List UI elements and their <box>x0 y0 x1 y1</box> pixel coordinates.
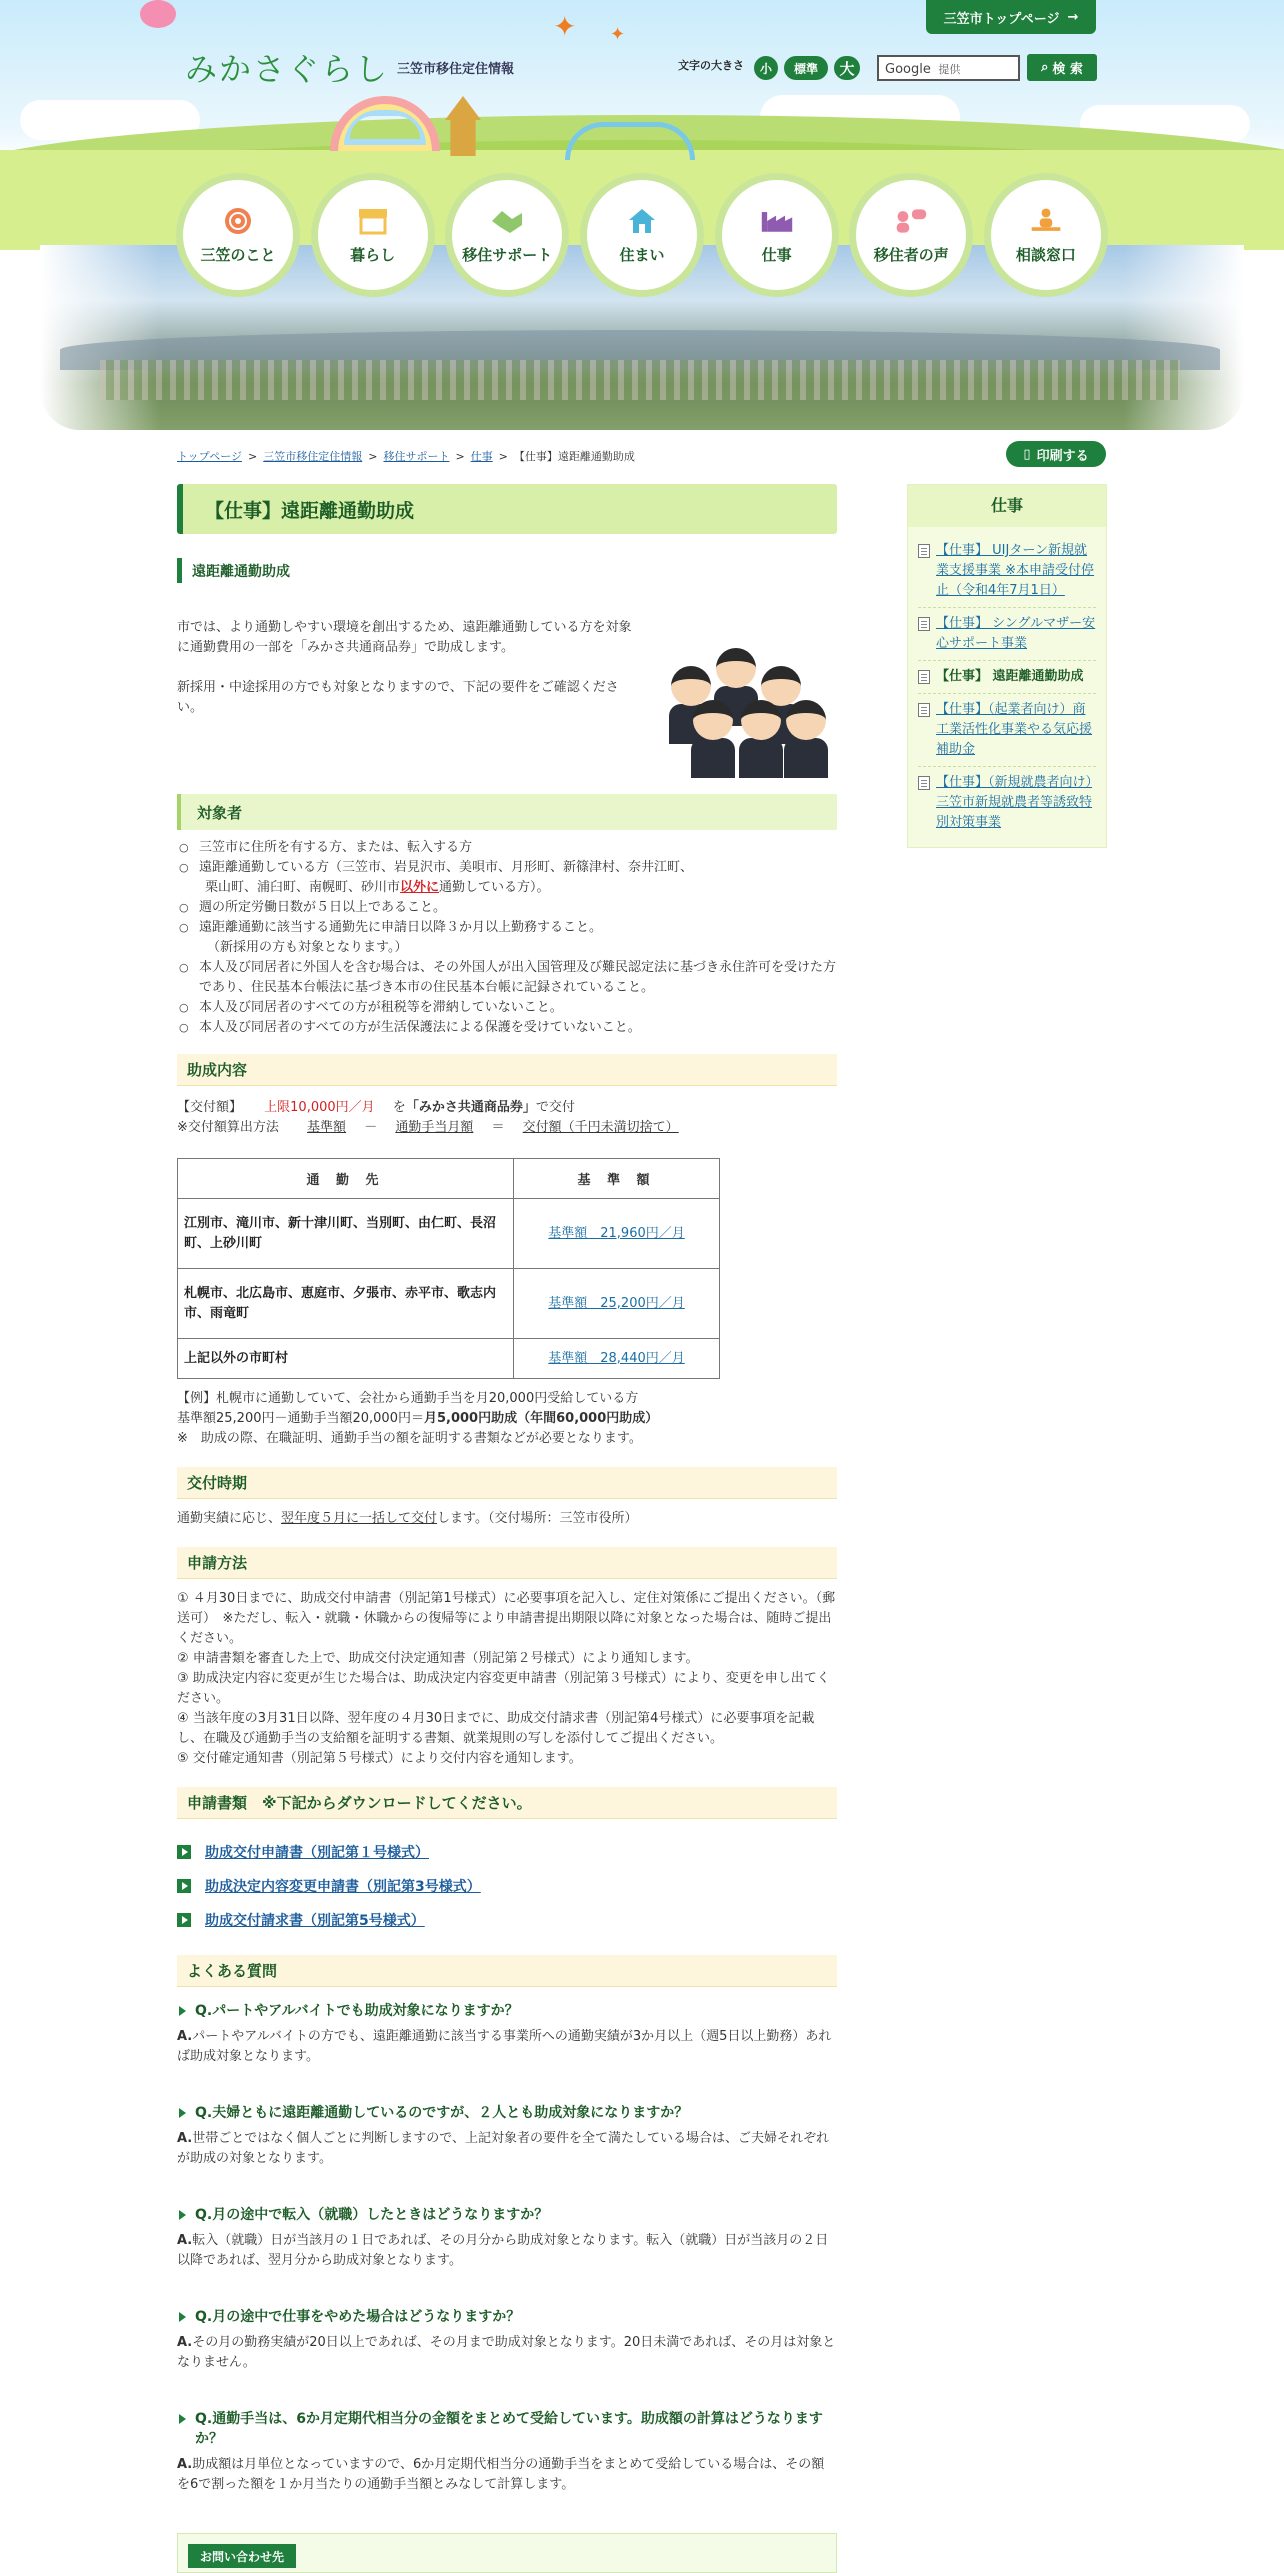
faq-heading: よくある質問 <box>177 1955 837 1987</box>
main-content <box>177 484 837 2495</box>
breadcrumb-link-home[interactable]: トップページ <box>177 450 243 463</box>
faq-list <box>177 2001 837 2495</box>
sidebar-link-entrepreneur[interactable]: 【仕事】（起業者向け）商工業活性化事業やる気応援補助金 <box>936 702 1093 757</box>
sidebar-link-single-mother[interactable]: 【仕事】 シングルマザー安心サポート事業 <box>936 616 1096 651</box>
nav-item-consultation[interactable] <box>984 173 1108 297</box>
sidebar-link-new-farmer[interactable]: 【仕事】（新規就農者向け）三笠市新規就農者等誘致特別対策事業 <box>936 775 1093 830</box>
document-item <box>177 1869 837 1903</box>
arrow-icon <box>177 1913 191 1927</box>
timing-text: 通勤実績に応じ、翌年度５月に一括して交付します。（交付場所：三笠市役所） <box>177 1511 638 1526</box>
font-size-label: 文字の大きさ <box>678 59 744 72</box>
search-icon: ⌕ <box>1041 60 1049 75</box>
cheering-people-illustration <box>639 626 839 778</box>
printer-icon: ▯ <box>1023 446 1031 462</box>
table-cell-amount[interactable]: 基準額 21,960円／月 <box>514 1199 720 1269</box>
base-amount-table <box>177 1158 720 1379</box>
arrow-right-icon: → <box>1067 9 1079 25</box>
nav-label: 相談窓口 <box>1015 245 1076 264</box>
list-item: ○ 本人及び同居者のすべての方が租税等を滞納していないこと。 <box>177 998 837 1018</box>
table-cell-destination: 上記以外の市町村 <box>178 1339 514 1379</box>
nav-item-about-mikasa[interactable] <box>176 173 300 297</box>
table-row <box>178 1199 720 1269</box>
list-item: ○ 本人及び同居者のすべての方が生活保護法による保護を受けていないこと。 <box>177 1018 837 1038</box>
intro-text: 新採用・中途採用の方でも対象となりますので、下記の要件をご確認ください。 <box>177 680 619 715</box>
intro-block <box>177 618 837 778</box>
faq-question: Q.夫婦ともに遠距離通勤しているのですが、２人とも助成対象になりますか？ <box>177 2103 837 2123</box>
flower-decoration <box>140 0 176 28</box>
faq-question: Q.月の途中で転入（就職）したときはどうなりますか？ <box>177 2205 837 2225</box>
grant-limit: 上限10,000円／月 <box>264 1100 375 1115</box>
list-item: ○ 三笠市に住所を有する方、または、転入する方 <box>177 838 837 858</box>
breadcrumb <box>177 448 635 464</box>
target-heading: 対象者 <box>177 794 837 830</box>
table-row <box>178 1269 720 1339</box>
document-item <box>177 1903 837 1937</box>
sidebar-item <box>918 694 1096 767</box>
nav-label: 移住サポート <box>462 245 553 264</box>
spiral-icon <box>221 206 255 236</box>
document-item <box>177 1835 837 1869</box>
table-cell-destination: 江別市、滝川市、新十津川町、当別町、由仁町、長沼町、上砂川町 <box>178 1199 514 1269</box>
city-top-page-link[interactable] <box>926 0 1096 34</box>
breadcrumb-link-support[interactable]: 移住サポート <box>383 450 450 463</box>
consult-icon <box>1029 206 1063 236</box>
print-label: 印刷する <box>1036 448 1089 464</box>
grant-example: 【例】札幌市に通勤していて、会社から通勤手当を月20,000円受給している方 基準額25,200円－通勤手当額20,000円＝月5,000円助成（年間60,000円助成） ※ 助成の際、在職証明、通勤手当の額を証明する書類などが必要となります。 <box>177 1391 659 1446</box>
breadcrumb-current: 【仕事】遠距離通勤助成 <box>513 450 635 463</box>
maple-leaf-icon: ✦ <box>610 24 626 45</box>
apply-step: ③ 助成決定内容に変更が生じた場合は、助成決定内容変更申請書（別記第３号様式）により、変更を申し出てください。 <box>177 1671 830 1706</box>
list-item: ○ 遠距離通勤に該当する通勤先に申請日以降３か月以上勤務すること。 （新採用の方も対象となります。） <box>177 918 837 958</box>
table-header: 基 準 額 <box>514 1159 720 1199</box>
section-subheading: 遠距離通勤助成 <box>177 558 837 583</box>
list-item: ○ 週の所定労働日数が５日以上であること。 <box>177 898 837 918</box>
nav-label: 三笠のこと <box>200 245 276 264</box>
top-link-label: 三笠市トップページ <box>943 11 1060 27</box>
arrow-icon <box>177 1879 191 1893</box>
site-subtitle: 三笠市移住定住情報 <box>397 62 515 77</box>
breadcrumb-link-migration-info[interactable]: 三笠市移住定住情報 <box>263 450 363 463</box>
table-cell-amount[interactable]: 基準額 25,200円／月 <box>514 1269 720 1339</box>
faq-answer: A.パートやアルバイトの方でも、遠距離通勤に該当する事業所への通勤実績が3か月以上（週5日以上勤務）あれば助成対象となります。 <box>177 2029 832 2064</box>
page-title: 【仕事】遠距離通勤助成 <box>177 484 837 534</box>
search-button[interactable] <box>1027 54 1097 81</box>
site-header <box>0 0 1284 430</box>
sidebar-link-uij-turn[interactable]: 【仕事】 UIJターン新規就業支援事業 ※本申請受付停止（令和4年7月1日） <box>936 543 1095 598</box>
site-logo[interactable]: みかさぐらし <box>185 50 390 88</box>
nav-label: 移住者の声 <box>873 245 949 264</box>
breadcrumb-separator: > <box>455 449 465 463</box>
rainbow-illustration <box>330 96 440 151</box>
maple-leaf-icon: ✦ <box>553 10 577 43</box>
faq-answer: A.その月の勤務実績が20日以上であれば、その月まで助成対象となります。20日未満であれば、その月は対象となりません。 <box>177 2335 836 2370</box>
faq-question: Q.月の途中で仕事をやめた場合はどうなりますか？ <box>177 2307 837 2327</box>
nav-item-housing[interactable] <box>580 173 704 297</box>
table-row <box>178 1339 720 1379</box>
document-icon <box>918 544 930 558</box>
document-icon <box>918 670 930 684</box>
search-brand: Google <box>885 62 931 77</box>
speech-icon <box>894 206 928 236</box>
nav-item-support[interactable] <box>445 173 569 297</box>
breadcrumb-link-work[interactable]: 仕事 <box>470 450 493 463</box>
document-icon <box>918 617 930 631</box>
faq-item <box>177 2307 837 2373</box>
search-placeholder: 提供 <box>938 63 961 76</box>
sidebar-item <box>918 535 1096 608</box>
bridge-illustration <box>565 122 695 160</box>
apply-step: ④ 当該年度の3月31日以降、翌年度の４月30日までに、助成交付請求書（別記第4号様式）に必要事項を記載し、在職及び通勤手当の支給額を証明する書類、就業規則の写しを添付してご提出ください。 <box>177 1711 815 1746</box>
contact-label: お問い合わせ先 <box>188 2544 296 2568</box>
list-item: ○ 遠距離通勤している方（三笠市、岩見沢市、美唄市、月形町、新篠津村、奈井江町、 栗山町、浦臼町、南幌町、砂川市以外に通勤している方）。 <box>177 858 837 898</box>
apply-step: ② 申請書類を審査した上で、助成交付決定通知書（別記第２号様式）により通知します。 <box>177 1651 699 1666</box>
breadcrumb-separator: > <box>498 449 508 463</box>
grant-heading: 助成内容 <box>177 1054 837 1086</box>
nav-label: 暮らし <box>350 245 396 264</box>
table-cell-amount[interactable]: 基準額 28,440円／月 <box>514 1339 720 1379</box>
nav-item-voices[interactable] <box>849 173 973 297</box>
faq-item <box>177 2103 837 2169</box>
nav-label: 仕事 <box>761 245 792 264</box>
search-button-label: 検 索 <box>1052 62 1083 77</box>
sidebar-title: 仕事 <box>908 485 1106 527</box>
target-list <box>177 838 837 1038</box>
arrow-icon <box>177 1845 191 1859</box>
breadcrumb-separator: > <box>368 449 378 463</box>
document-icon <box>918 776 930 790</box>
table-header: 通 勤 先 <box>178 1159 514 1199</box>
list-item: ○ 本人及び同居者に外国人を含む場合は、その外国人が出入国管理及び難民認定法に基づき永住許可を受けた方であり、住民基本台帳法に基づき本市の住民基本台帳に記録されていること。 <box>177 958 837 998</box>
sidebar-item <box>918 661 1096 694</box>
nav-label: 住まい <box>619 245 665 264</box>
sidebar-item-current: 【仕事】 遠距離通勤助成 <box>936 669 1084 684</box>
breadcrumb-separator: > <box>248 449 258 463</box>
download-link-application[interactable]: 助成交付申請書（別記第１号様式） <box>205 1845 429 1861</box>
apply-step: ⑤ 交付確定通知書（別記第５号様式）により交付内容を通知します。 <box>177 1751 582 1766</box>
faq-item <box>177 2205 837 2271</box>
factory-icon <box>760 206 794 236</box>
document-links <box>177 1835 837 1937</box>
font-size-standard-button[interactable]: 標準 <box>784 56 828 80</box>
download-link-claim[interactable]: 助成交付請求書（別記第5号様式） <box>205 1913 425 1929</box>
font-size-small-button[interactable]: 小 <box>754 56 778 80</box>
town-view <box>100 360 1180 400</box>
faq-question: Q.パートやアルバイトでも助成対象になりますか？ <box>177 2001 837 2021</box>
font-size-large-button[interactable]: 大 <box>834 56 860 80</box>
nav-item-work[interactable] <box>715 173 839 297</box>
faq-item <box>177 2001 837 2067</box>
search-input[interactable] <box>877 55 1020 81</box>
timing-heading: 交付時期 <box>177 1467 837 1499</box>
sidebar <box>907 484 1107 848</box>
download-link-change-request[interactable]: 助成決定内容変更申請書（別記第3号様式） <box>205 1879 481 1895</box>
print-button[interactable] <box>1006 441 1106 467</box>
apply-step: ① ４月30日までに、助成交付申請書（別記第1号様式）に必要事項を記入し、定住対策係にご提出ください。（郵送可） ※ただし、転入・就職・休職からの復帰等により申請書提出期限以降に対象となった場合は、随時ご提出ください。 <box>177 1591 836 1646</box>
intro-text: 市では、より通勤しやすい環境を創出するため、遠距離通勤している方を対象に通勤費用の一部を「みかさ共通商品券」で助成します。 <box>177 620 632 655</box>
faq-item <box>177 2409 837 2495</box>
faq-answer: A.転入（就職）日が当該月の１日であれば、その月分から助成対象となります。転入（就職）日が当該月の２日以降であれば、翌月分から助成対象となります。 <box>177 2233 829 2268</box>
documents-heading: 申請書類 ※下記からダウンロードしてください。 <box>177 1787 837 1819</box>
apply-heading: 申請方法 <box>177 1547 837 1579</box>
apply-steps <box>177 1589 837 1769</box>
emphasis-except: 以外に <box>400 880 440 895</box>
faq-answer: A.助成額は月単位となっていますので、6か月定期代相当分の通勤手当をまとめて受給している場合は、その額を6で割った額を１か月当たりの通勤手当額とみなして計算します。 <box>177 2457 825 2492</box>
sidebar-list <box>908 527 1106 847</box>
sidebar-item <box>918 608 1096 661</box>
nav-item-living[interactable] <box>311 173 435 297</box>
global-navigation <box>176 173 1108 299</box>
document-icon <box>918 703 930 717</box>
faq-answer: A.世帯ごとではなく個人ごとに判断しますので、上記対象者の要件を全て満たしている場合は、ご夫婦それぞれが助成の対象となります。 <box>177 2131 829 2166</box>
handshake-icon <box>490 206 524 236</box>
house-icon <box>625 206 659 236</box>
table-cell-destination: 札幌市、北広島市、恵庭市、夕張市、赤平市、歌志内市、雨竜町 <box>178 1269 514 1339</box>
sidebar-item <box>918 767 1096 839</box>
shop-icon <box>356 206 390 236</box>
grant-amount: 【交付額】 上限10,000円／月 を「みかさ共通商品券」で交付 ※交付額算出方法 基準額 － 通勤手当月額 ＝ 交付額（千円未満切捨て） <box>177 1100 679 1135</box>
faq-question: Q.通勤手当は、6か月定期代相当分の金額をまとめて受給しています。助成額の計算はどうなりますか？ <box>177 2409 837 2449</box>
contact-box <box>177 2533 837 2573</box>
